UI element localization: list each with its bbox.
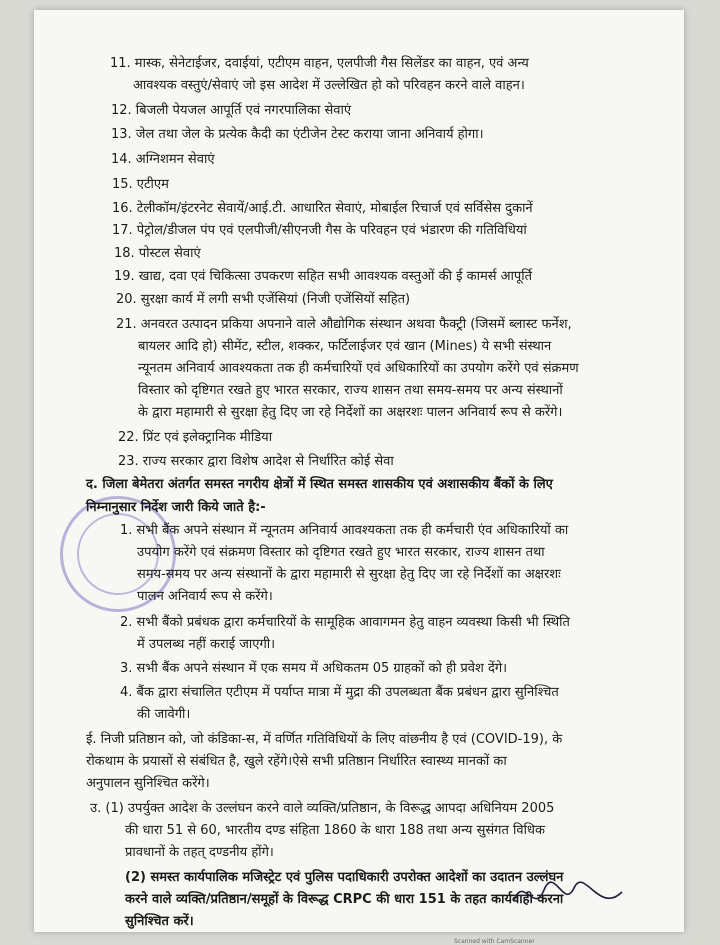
text-line: 14. अग्निशमन सेवाएं <box>111 152 215 167</box>
text-line: पालन अनिवार्य रूप से करेंगे। <box>137 589 273 604</box>
text-line: की जावेगी। <box>137 707 191 722</box>
text-line-bold: करने वाले व्यक्ति/प्रतिष्ठान/समूहों के विरूद्ध CRPC की धारा 151 के तहत कार्यवाही करना <box>125 892 564 907</box>
text-line: प्रावधानों के तहत् दण्डनीय होंगे। <box>125 845 274 860</box>
text-line: में उपलब्ध नहीं कराई जाएगी। <box>137 637 276 652</box>
text-line: अनुपालन सुनिश्चित करेंगे। <box>86 776 210 791</box>
text-line: विस्तार को दृष्टिगत रखते हुए भारत सरकार, राज्य शासन तथा समय-समय पर अन्य संस्थानों <box>138 383 563 398</box>
text-line: आवश्यक वस्तुएं/सेवाएं जो इस आदेश में उल्लेखित हो को परिवहन करने वाले वाहन। <box>133 78 525 93</box>
document-page <box>34 10 684 945</box>
text-line-bold: सुनिश्चित करें। <box>125 914 194 929</box>
text-line: 20. सुरक्षा कार्य में लगी सभी एजेंसियां (निजी एजेंसियों सहित) <box>116 292 411 307</box>
text-line: 17. पेट्रोल/डीजल पंप एवं एलपीजी/सीएनजी गैस के परिवहन एवं भंडारण की गतिविधियां <box>112 223 527 238</box>
text-line: 19. खाद्य, दवा एवं चिकित्सा उपकरण सहित सभी आवश्यक वस्तुओं की ई कामर्स आपूर्ति <box>114 269 533 284</box>
text-line: 15. एटीएम <box>112 177 169 192</box>
text-line: रोकथाम के प्रयासों से संबंधित है, खुले रहेंगे।ऐसे सभी प्रतिष्ठान निर्धारित स्वास्थ्य मानकों का <box>86 754 507 769</box>
text-line: 23. राज्य सरकार द्वारा विशेष आदेश से निर्धारित कोई सेवा <box>118 454 394 469</box>
text-line-bold: (2) समस्त कार्यपालिक मजिस्ट्रेट एवं पुलिस पदाधिकारी उपरोक्त आदेशों का उदातन उल्लंघन <box>125 870 564 885</box>
text-line: समय-समय पर अन्य संस्थानों के द्वारा महामारी से सुरक्षा हेतु दिए जा रहे निर्देशों का अक्षरशः <box>137 567 561 582</box>
text-line: 1. सभी बैंक अपने संस्थान में न्यूनतम अनिवार्य आवश्यकता तक ही कर्मचारी एंव अधिकारियों का <box>120 523 569 538</box>
text-line: 11. मास्क, सेनेटाईजर, दवाईयां, एटीएम वाहन, एलपीजी गैस सिलेंडर का वाहन, एवं अन्य <box>110 56 529 71</box>
text-line: 3. सभी बैंक अपने संस्थान में एक समय में अधिकतम 05 ग्राहकों को ही प्रवेश देंगे। <box>120 661 508 676</box>
text-line: 16. टेलीकॉम/इंटरनेट सेवायें/आई.टी. आधारित सेवाएं, मोबाईल रिचार्ज एवं सर्विसेस दुकानें <box>112 201 533 216</box>
text-line: न्यूनतम अनिवार्य आवश्यकता तक ही कर्मचारियों एवं अधिकारियों का उपयोग करेंगे एवं संक्रमण <box>138 361 579 376</box>
scanner-credit: Scanned with CamScanner <box>454 938 535 945</box>
text-line: 12. बिजली पेयजल आपूर्ति एवं नगरपालिका सेवाएं <box>111 103 352 118</box>
signature <box>504 870 634 920</box>
text-line: 4. बैंक द्वारा संचालित एटीएम में पर्याप्त मात्रा में मुद्रा की उपलब्धता बैंक प्रबंधन द्वारा सुनिश्चित <box>120 685 559 700</box>
text-line: उपयोग करेंगे एवं संक्रमण विस्तार को दृष्टिगत रखते हुए भारत सरकार, राज्य शासन तथा <box>137 545 545 560</box>
text-line: 18. पोस्टल सेवाएं <box>114 246 201 261</box>
section-heading: द. जिला बेमेतरा अंतर्गत समस्त नगरीय क्षेत्रों में स्थित समस्त शासकीय एवं अशासकीय बैंकों के लिए <box>86 477 553 492</box>
text-line: 22. प्रिंट एवं इलेक्ट्रानिक मीडिया <box>118 430 273 445</box>
section-heading: निम्नानुसार निर्देश जारी किये जाते है:- <box>86 500 266 515</box>
text-line: की धारा 51 से 60, भारतीय दण्ड संहिता 1860 के धारा 188 तथा अन्य सुसंगत विधिक <box>125 823 545 838</box>
text-line: 13. जेल तथा जेल के प्रत्येक कैदी का एंटीजेन टेस्ट कराया जाना अनिवार्य होगा। <box>111 127 484 142</box>
text-line: ई. निजी प्रतिष्ठान को, जो कंडिका-स, में वर्णित गतिविधियों के लिए वांछनीय है एवं (COVID-19), के <box>86 732 563 747</box>
text-line: के द्वारा महामारी से सुरक्षा हेतु दिए जा रहे निर्देशों का अक्षरशः पालन अनिवार्य रूप से करेंगे। <box>138 405 563 420</box>
text-line: उ. (1) उपर्युक्त आदेश के उल्लंघन करने वाले व्यक्ति/प्रतिष्ठान, के विरूद्ध आपदा अधिनियम 2005 <box>90 801 555 816</box>
text-line: बायलर आदि हो) सीमेंट, स्टील, शक्कर, फर्टिलाईजर एवं खान (Mines) ये सभी संस्थान <box>138 339 552 354</box>
text-line: 21. अनवरत उत्पादन प्रकिया अपनाने वाले औद्योगिक संस्थान अथवा फैक्ट्री (जिसमें ब्लास्ट फर्नेश, <box>116 317 572 332</box>
text-line: 2. सभी बैंको प्रबंधक द्वारा कर्मचारियों के सामूहिक आवागमन हेतु वाहन व्यवस्था किसी भी स्थिति <box>120 615 570 630</box>
